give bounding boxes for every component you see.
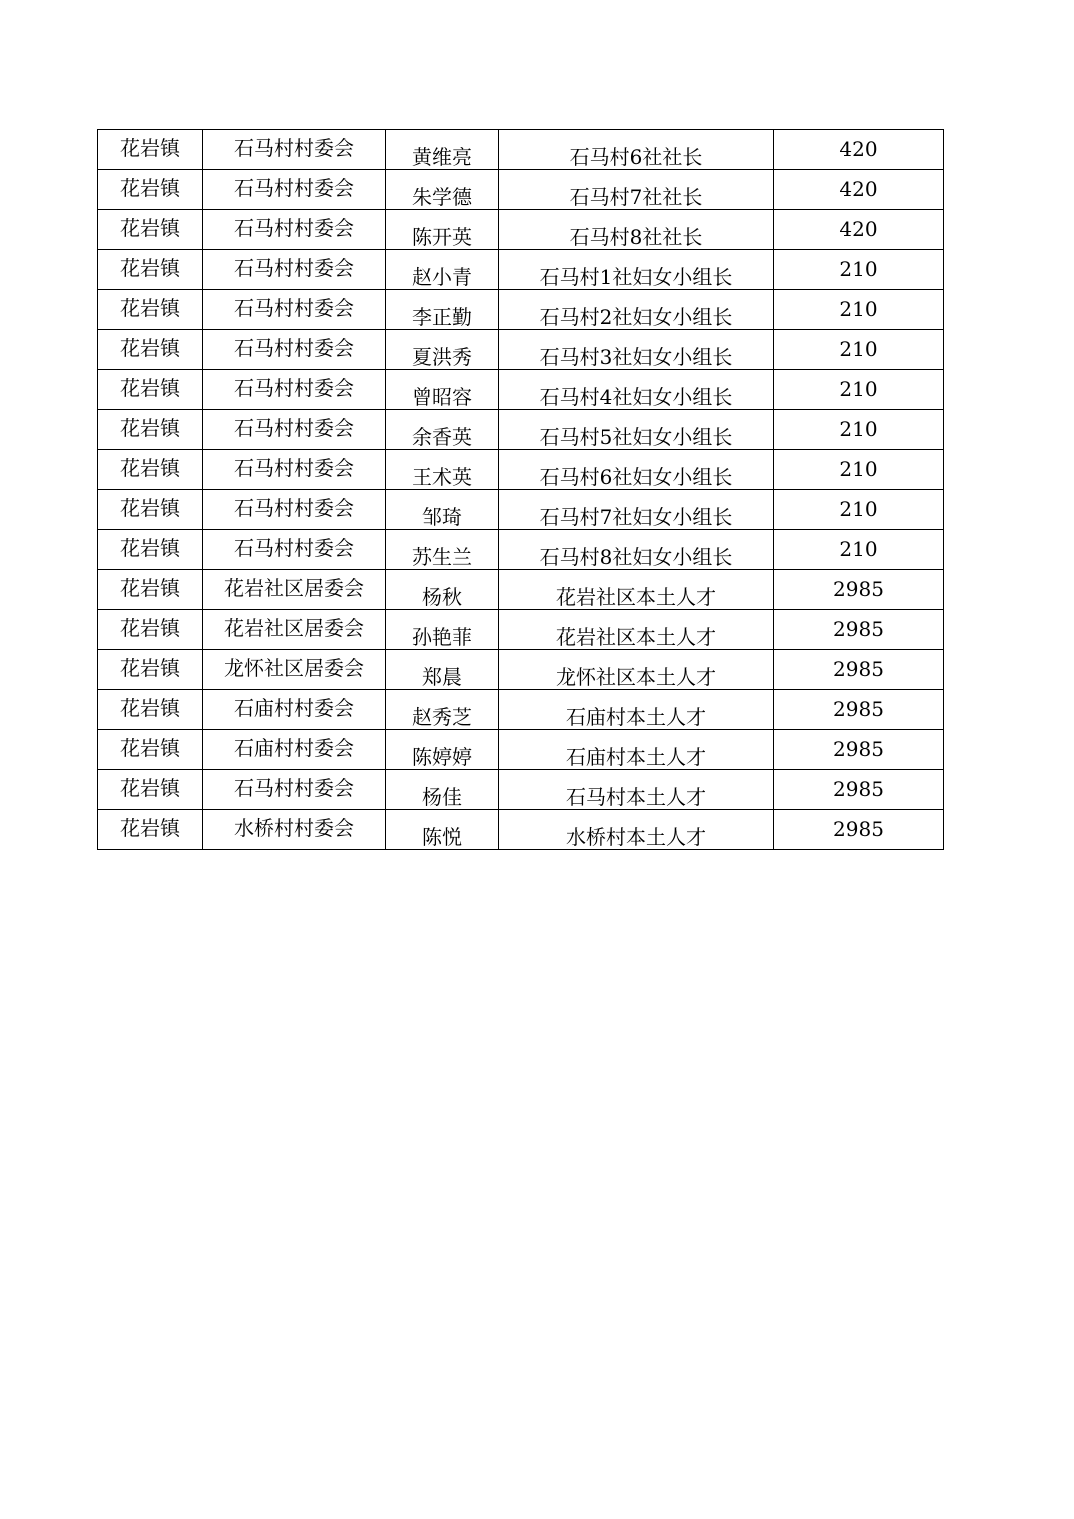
data-table <box>97 129 944 850</box>
cell-name: 陈婷婷 <box>386 730 499 770</box>
table-row <box>98 770 944 810</box>
cell-position: 花岩社区本土人才 <box>499 570 774 610</box>
cell-town: 花岩镇 <box>98 490 203 530</box>
cell-position: 石马村7社妇女小组长 <box>499 490 774 530</box>
cell-organization: 石马村村委会 <box>203 410 386 450</box>
cell-name: 赵秀芝 <box>386 690 499 730</box>
table-row <box>98 810 944 850</box>
cell-amount: 420 <box>774 130 944 170</box>
cell-organization: 石马村村委会 <box>203 450 386 490</box>
cell-position: 石马村8社妇女小组长 <box>499 530 774 570</box>
cell-name: 郑晨 <box>386 650 499 690</box>
cell-name: 杨秋 <box>386 570 499 610</box>
cell-position: 石马村4社妇女小组长 <box>499 370 774 410</box>
table-row <box>98 130 944 170</box>
table-row <box>98 250 944 290</box>
cell-town: 花岩镇 <box>98 170 203 210</box>
cell-town: 花岩镇 <box>98 210 203 250</box>
cell-organization: 石马村村委会 <box>203 290 386 330</box>
cell-name: 杨佳 <box>386 770 499 810</box>
table-row <box>98 370 944 410</box>
table-row <box>98 690 944 730</box>
cell-amount: 210 <box>774 530 944 570</box>
cell-organization: 石马村村委会 <box>203 210 386 250</box>
cell-name: 黄维亮 <box>386 130 499 170</box>
cell-organization: 龙怀社区居委会 <box>203 650 386 690</box>
cell-name: 王术英 <box>386 450 499 490</box>
cell-position: 石马村5社妇女小组长 <box>499 410 774 450</box>
cell-position: 石马村8社社长 <box>499 210 774 250</box>
cell-amount: 2985 <box>774 810 944 850</box>
cell-position: 石马村6社社长 <box>499 130 774 170</box>
cell-amount: 2985 <box>774 610 944 650</box>
table-row <box>98 490 944 530</box>
cell-town: 花岩镇 <box>98 730 203 770</box>
cell-town: 花岩镇 <box>98 330 203 370</box>
cell-town: 花岩镇 <box>98 530 203 570</box>
cell-town: 花岩镇 <box>98 610 203 650</box>
cell-town: 花岩镇 <box>98 650 203 690</box>
cell-amount: 210 <box>774 290 944 330</box>
cell-position: 石庙村本土人才 <box>499 730 774 770</box>
cell-position: 石马村3社妇女小组长 <box>499 330 774 370</box>
cell-town: 花岩镇 <box>98 570 203 610</box>
cell-organization: 石马村村委会 <box>203 770 386 810</box>
cell-amount: 210 <box>774 330 944 370</box>
cell-name: 陈悦 <box>386 810 499 850</box>
table-row <box>98 210 944 250</box>
cell-position: 石马村本土人才 <box>499 770 774 810</box>
table-row <box>98 610 944 650</box>
cell-town: 花岩镇 <box>98 290 203 330</box>
table-row <box>98 450 944 490</box>
cell-position: 石马村2社妇女小组长 <box>499 290 774 330</box>
cell-amount: 210 <box>774 490 944 530</box>
cell-name: 孙艳菲 <box>386 610 499 650</box>
cell-name: 赵小青 <box>386 250 499 290</box>
cell-name: 陈开英 <box>386 210 499 250</box>
cell-organization: 石庙村村委会 <box>203 690 386 730</box>
cell-amount: 210 <box>774 450 944 490</box>
cell-name: 余香英 <box>386 410 499 450</box>
cell-amount: 420 <box>774 170 944 210</box>
cell-organization: 石马村村委会 <box>203 370 386 410</box>
table-row <box>98 330 944 370</box>
cell-name: 邹琦 <box>386 490 499 530</box>
cell-position: 石马村7社社长 <box>499 170 774 210</box>
cell-name: 夏洪秀 <box>386 330 499 370</box>
cell-amount: 210 <box>774 250 944 290</box>
cell-town: 花岩镇 <box>98 450 203 490</box>
cell-organization: 水桥村村委会 <box>203 810 386 850</box>
cell-amount: 2985 <box>774 570 944 610</box>
cell-town: 花岩镇 <box>98 250 203 290</box>
table-row <box>98 650 944 690</box>
cell-position: 花岩社区本土人才 <box>499 610 774 650</box>
cell-organization: 石马村村委会 <box>203 490 386 530</box>
cell-town: 花岩镇 <box>98 130 203 170</box>
table-row <box>98 290 944 330</box>
cell-organization: 石马村村委会 <box>203 530 386 570</box>
cell-name: 李正勤 <box>386 290 499 330</box>
table-row <box>98 570 944 610</box>
cell-position: 石庙村本土人才 <box>499 690 774 730</box>
cell-position: 水桥村本土人才 <box>499 810 774 850</box>
cell-amount: 2985 <box>774 730 944 770</box>
cell-organization: 石马村村委会 <box>203 250 386 290</box>
cell-town: 花岩镇 <box>98 690 203 730</box>
table-row <box>98 530 944 570</box>
cell-town: 花岩镇 <box>98 770 203 810</box>
cell-amount: 2985 <box>774 770 944 810</box>
cell-town: 花岩镇 <box>98 810 203 850</box>
cell-name: 苏生兰 <box>386 530 499 570</box>
table-row <box>98 410 944 450</box>
cell-name: 朱学德 <box>386 170 499 210</box>
cell-name: 曾昭容 <box>386 370 499 410</box>
cell-town: 花岩镇 <box>98 370 203 410</box>
cell-town: 花岩镇 <box>98 410 203 450</box>
table-body <box>98 130 944 850</box>
cell-organization: 花岩社区居委会 <box>203 570 386 610</box>
cell-amount: 210 <box>774 370 944 410</box>
cell-position: 龙怀社区本土人才 <box>499 650 774 690</box>
table-row <box>98 730 944 770</box>
table-row <box>98 170 944 210</box>
cell-amount: 2985 <box>774 690 944 730</box>
cell-organization: 石马村村委会 <box>203 130 386 170</box>
cell-amount: 2985 <box>774 650 944 690</box>
cell-organization: 石马村村委会 <box>203 170 386 210</box>
cell-amount: 420 <box>774 210 944 250</box>
cell-amount: 210 <box>774 410 944 450</box>
cell-organization: 花岩社区居委会 <box>203 610 386 650</box>
cell-organization: 石庙村村委会 <box>203 730 386 770</box>
cell-position: 石马村6社妇女小组长 <box>499 450 774 490</box>
cell-position: 石马村1社妇女小组长 <box>499 250 774 290</box>
cell-organization: 石马村村委会 <box>203 330 386 370</box>
